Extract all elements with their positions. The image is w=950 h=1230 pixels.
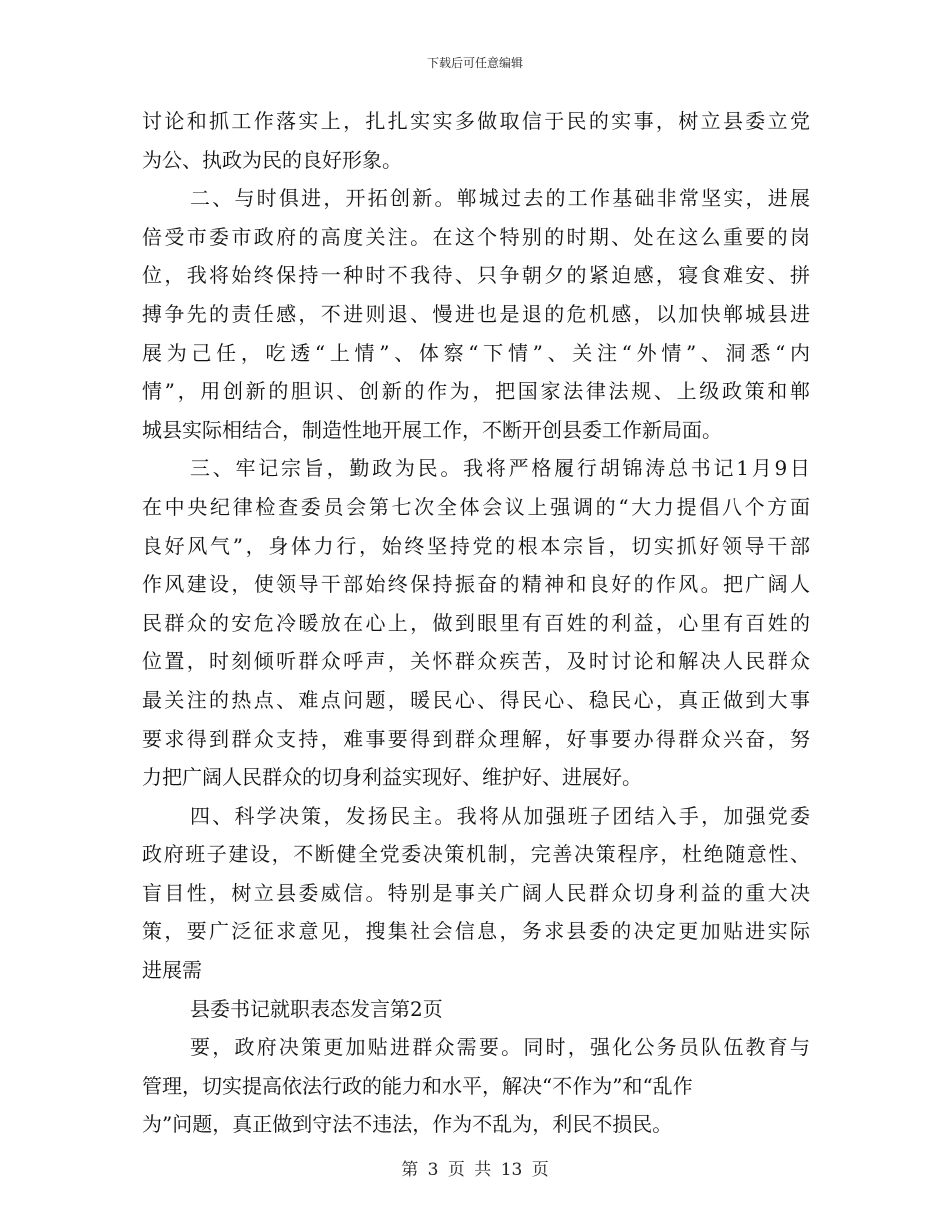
text-line: 展为己任，吃透“上情”、体察“下情”、关注“外情”、洞悉“内 (142, 340, 810, 365)
text-line: 民群众的安危冷暖放在心上，做到眼里有百姓的利益，心里有百姓的 (142, 610, 810, 635)
paragraph-start-line: 要，政府决策更加贴进群众需要。同时，强化公务员队伍教育与 (190, 1035, 810, 1060)
text-line: 要求得到群众支持，难事要得到群众理解，好事要办得群众兴奋，努 (142, 726, 810, 751)
page-header: 下载后可任意编辑 (426, 56, 523, 70)
text-line: 搏争先的责任感，不进则退、慢进也是退的危机感，以加快郸城县进 (142, 301, 810, 326)
text-line: 为公、执政为民的良好形象。 (142, 147, 402, 172)
page-break-marker: 县委书记就职表态发言第2页 (190, 996, 443, 1021)
text-line: 位，我将始终保持一种时不我待、只争朝夕的紧迫感，寝食难安、拼 (142, 263, 810, 288)
text-line: 位置，时刻倾听群众呼声，关怀群众疾苦，及时讨论和解决人民群众 (142, 649, 810, 674)
text-line: 城县实际相结合，制造性地开展工作，不断开创县委工作新局面。 (142, 417, 722, 442)
text-line: 在中央纪律检查委员会第七次全体会议上强调的“大力提倡八个方面 (142, 494, 810, 519)
text-line: 讨论和抓工作落实上，扎扎实实多做取信于民的实事，树立县委立党 (142, 109, 810, 133)
document-body (142, 102, 810, 1144)
text-line: 作风建设，使领导干部始终保持振奋的精神和良好的作风。把广阔人 (142, 572, 810, 597)
text-line: 政府班子建设，不断健全党委决策机制，完善决策程序，杜绝随意性、 (142, 842, 810, 867)
text-line: 最关注的热点、难点问题，暖民心、得民心、稳民心，真正做到大事 (142, 687, 810, 712)
paragraph-start-line: 二、与时俱进，开拓创新。郸城过去的工作基础非常坚实，进展 (190, 186, 810, 211)
paragraph-start-line: 四、科学决策，发扬民主。我将从加强班子团结入手，加强党委 (190, 803, 810, 828)
page-footer: 第 3 页 共 13 页 (401, 1160, 549, 1180)
text-line: 盲目性，树立县委威信。特别是事关广阔人民群众切身利益的重大决 (142, 880, 810, 905)
text-line: 情”，用创新的胆识、创新的作为，把国家法律法规、上级政策和郸 (142, 379, 810, 404)
paragraph-start-line: 三、牢记宗旨，勤政为民。我将严格履行胡锦涛总书记1月9日 (190, 456, 810, 481)
text-line: 管理，切实提高依法行政的能力和水平，解决“不作为”和“乱作 (142, 1073, 693, 1098)
text-line: 良好风气”，身体力行，始终坚持党的根本宗旨，切实抓好领导干部 (142, 533, 810, 558)
text-line: 力把广阔人民群众的切身利益实现好、维护好、进展好。 (142, 765, 642, 790)
text-line: 进展需 (142, 958, 202, 983)
text-line: 策，要广泛征求意见，搜集社会信息，务求县委的决定更加贴进实际 (142, 919, 810, 944)
text-line: 为”问题，真正做到守法不违法，作为不乱为，利民不损民。 (142, 1112, 673, 1137)
text-line: 倍受市委市政府的高度关注。在这个特别的时期、处在这么重要的岗 (142, 224, 810, 249)
